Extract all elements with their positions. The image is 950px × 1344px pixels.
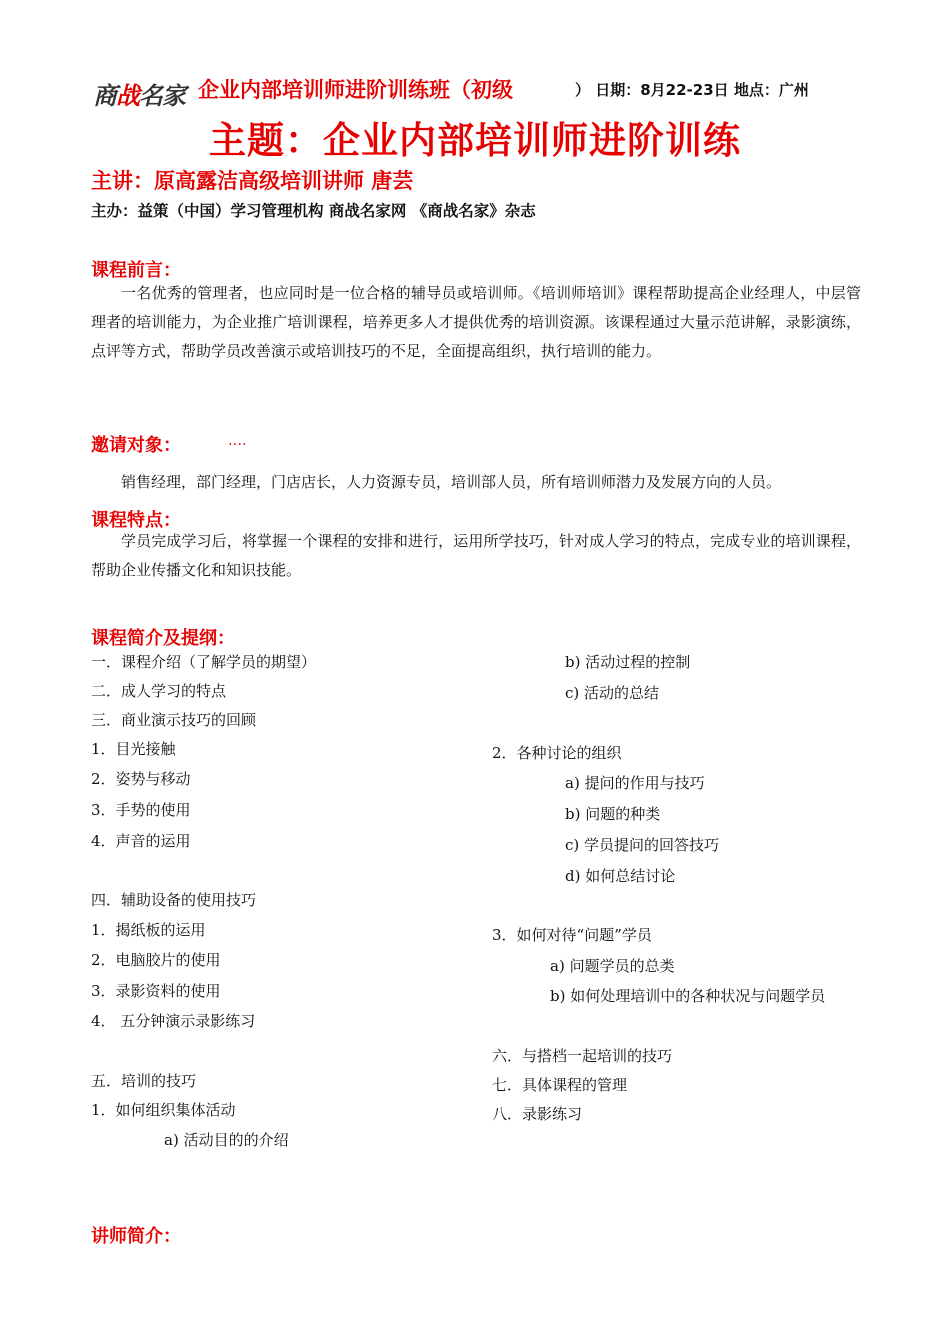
outline-left-item: 二．成人学习的特点 (91, 682, 227, 700)
outline-left-item: 2．姿势与移动 (91, 770, 191, 788)
outline-right-item: b) 问题的种类 (565, 805, 661, 823)
preface-heading: 课程前言： (91, 260, 181, 281)
outline-heading: 课程简介及提纲： (91, 628, 235, 649)
features-heading: 课程特点： (91, 510, 181, 531)
outline-left-item: 一．课程介绍（了解学员的期望） (91, 653, 317, 671)
audience-dots: …. (228, 433, 247, 449)
outline-right-item: b) 如何处理培训中的各种状况与问题学员 (550, 987, 826, 1005)
audience-heading: 邀请对象： (91, 435, 181, 456)
outline-right-item: c) 活动的总结 (565, 684, 660, 702)
outline-left-item: 五．培训的技巧 (91, 1072, 197, 1090)
audience-text: 销售经理，部门经理，门店店长，人力资源专员，培训部人员，所有培训师潜力及发展方向的人员。 (121, 473, 782, 491)
outline-left-item: 四．辅助设备的使用技巧 (91, 891, 257, 909)
outline-right-item: 2．各种讨论的组织 (492, 744, 622, 762)
trainer-heading: 讲师简介： (91, 1226, 181, 1247)
outline-left-item: a) 活动目的的介绍 (164, 1131, 289, 1149)
host-line: 主办：益策（中国）学习管理机构 商战名家网 《商战名家》杂志 (91, 202, 536, 220)
outline-right-item: a) 提问的作用与技巧 (565, 774, 705, 792)
features-text: 学员完成学习后，将掌握一个课程的安排和进行，运用所学技巧，针对成人学习的特点，完成专业的培训课程，帮助企业传播文化和知识技能。 (91, 532, 861, 579)
page-title: 主题：企业内部培训师进阶训练 (209, 119, 741, 162)
outline-right-item: 七．具体课程的管理 (492, 1076, 628, 1094)
outline-right-item: 六．与搭档一起培训的技巧 (492, 1047, 673, 1065)
outline-left-item: 4．声音的运用 (91, 832, 191, 850)
logo-char-3: 名家 (139, 82, 185, 110)
outline-right-item: a) 问题学员的总类 (550, 957, 675, 975)
outline-left-item: 4． 五分钟演示录影练习 (91, 1012, 256, 1030)
outline-right-item: d) 如何总结讨论 (565, 867, 676, 885)
date-location: ） 日期：8月22-23日 地点：广州 (575, 81, 809, 99)
outline-left-item: 3．手势的使用 (91, 801, 191, 819)
outline-left-item: 1．如何组织集体活动 (91, 1101, 236, 1119)
outline-right-item: 3．如何对待“问题”学员 (492, 926, 652, 944)
course-title: 企业内部培训师进阶训练班（初级 (198, 78, 513, 102)
outline-right-item: 八．录影练习 (492, 1105, 583, 1123)
speaker-line: 主讲：原高露洁高级培训讲师 唐芸 (91, 169, 414, 193)
outline-left-item: 三．商业演示技巧的回顾 (91, 711, 257, 729)
outline-right-item: c) 学员提问的回答技巧 (565, 836, 720, 854)
outline-left-item: 1．揭纸板的运用 (91, 921, 206, 939)
outline-left-item: 3．录影资料的使用 (91, 982, 221, 1000)
logo-char-2: 战 (116, 82, 139, 110)
logo-char-1: 商 (93, 82, 116, 110)
outline-left-item: 2．电脑胶片的使用 (91, 951, 221, 969)
preface-text: 一名优秀的管理者，也应同时是一位合格的辅导员或培训师。《培训师培训》课程帮助提高企业经理人，中层管理者的培训能力，为企业推广培训课程，培养更多人才提供优秀的培训资源。该课程通过大量示范讲解，录影演练，点评等方式，帮助学员改善演示或培训技巧的不足，全面提高组织，执行培训的能力。 (91, 284, 861, 360)
outline-right-item: b) 活动过程的控制 (565, 653, 691, 671)
brand-logo (93, 76, 185, 111)
outline-left-item: 1．目光接触 (91, 740, 176, 758)
